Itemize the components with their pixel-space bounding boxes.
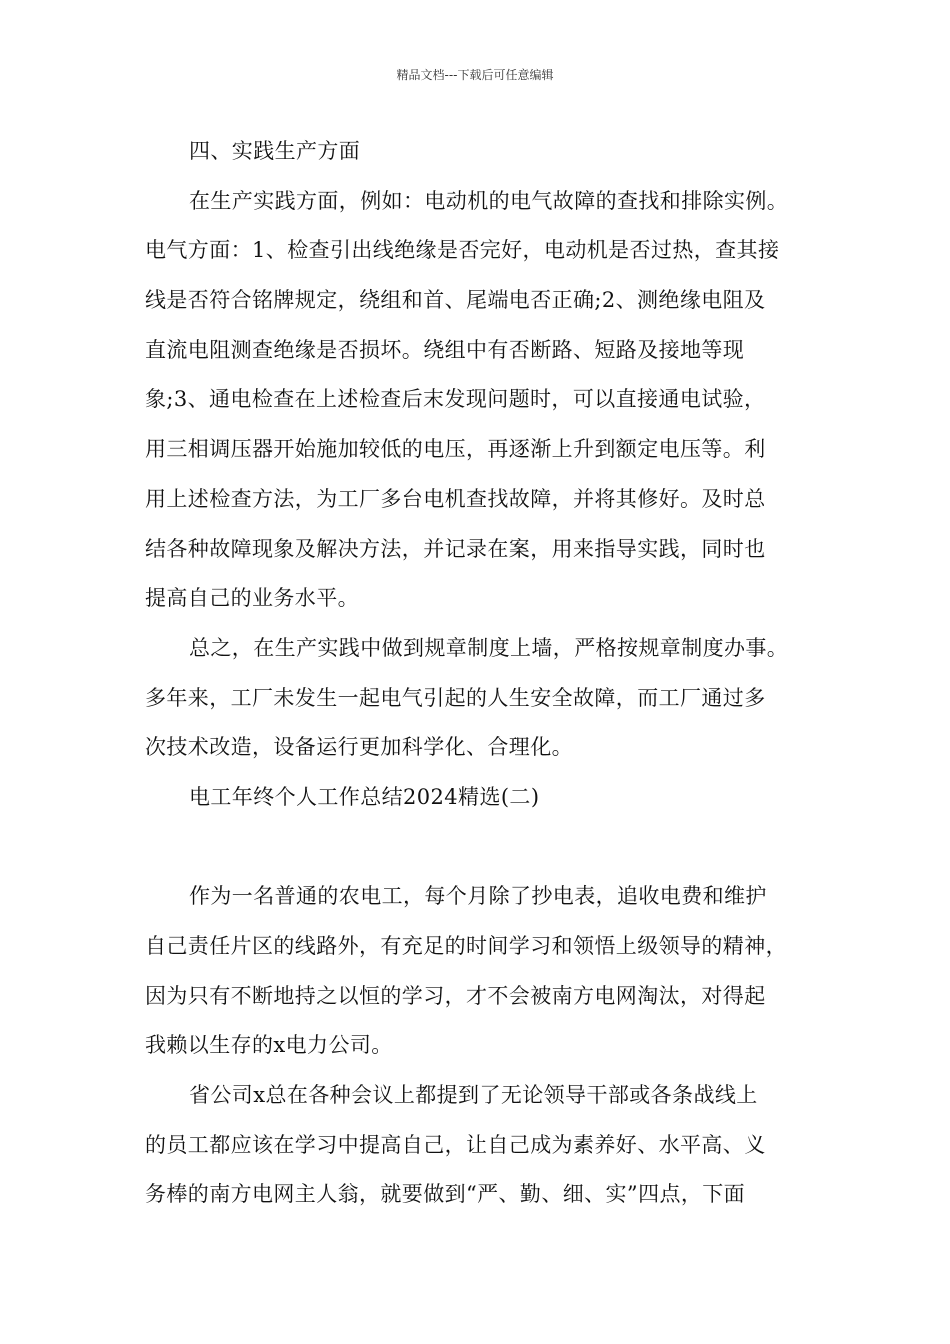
document-body	[145, 127, 817, 1220]
section-heading: 四、实践生产方面	[189, 139, 361, 163]
paragraph-line: 提高自己的业务水平。	[145, 586, 359, 611]
paragraph-line: 电气方面：1、检查引出线绝缘是否完好，电动机是否过热，查其接	[145, 238, 780, 263]
paragraph-line: 省公司x总在各种会议上都提到了无论领导干部或各条战线上	[189, 1083, 758, 1108]
paragraph-line: 用上述检查方法，为工厂多台电机查找故障，并将其修好。及时总	[145, 486, 766, 511]
paragraph-line: 多年来，工厂未发生一起电气引起的人生安全故障，而工厂通过多	[145, 685, 766, 710]
paragraph-line: 象;3、通电检查在上述检查后末发现问题时，可以直接通电试验，	[145, 387, 766, 412]
paragraph-line: 作为一名普通的农电工，每个月除了抄电表，追收电费和维护	[189, 884, 767, 909]
paragraph-line: 务棒的南方电网主人翁，就要做到“严、勤、细、实”四点，下面	[145, 1182, 746, 1207]
paragraph-line: 用三相调压器开始施加较低的电压，再逐渐上升到额定电压等。利	[145, 437, 766, 462]
blank-line	[145, 823, 817, 873]
paragraph-line: 总之，在生产实践中做到规章制度上墙，严格按规章制度办事。	[189, 635, 789, 660]
paragraph-line: 结各种故障现象及解决方法，并记录在案，用来指导实践，同时也	[145, 536, 766, 561]
paragraph-line: 自己责任片区的线路外，有充足的时间学习和领悟上级领导的精神，	[145, 934, 787, 958]
section-title: 电工年终个人工作总结2024精选(二)	[189, 784, 540, 809]
paragraph-line: 在生产实践方面，例如：电动机的电气故障的查找和排除实例。	[189, 188, 789, 213]
paragraph-line: 的员工都应该在学习中提高自己，让自己成为素养好、水平高、义	[145, 1132, 766, 1157]
paragraph-line: 因为只有不断地持之以恒的学习，才不会被南方电网淘汰，对得起	[145, 983, 766, 1008]
page-header: 精品文档---下载后可任意编辑	[396, 68, 554, 82]
paragraph-line: 线是否符合铭牌规定，绕组和首、尾端电否正确;2、测绝缘电阻及	[145, 288, 766, 313]
paragraph-line: 直流电阻测查绝缘是否损坏。绕组中有否断路、短路及接地等现	[145, 337, 745, 362]
paragraph-line: 我赖以生存的x电力公司。	[145, 1033, 393, 1058]
paragraph-line: 次技术改造，设备运行更加科学化、合理化。	[145, 735, 573, 760]
